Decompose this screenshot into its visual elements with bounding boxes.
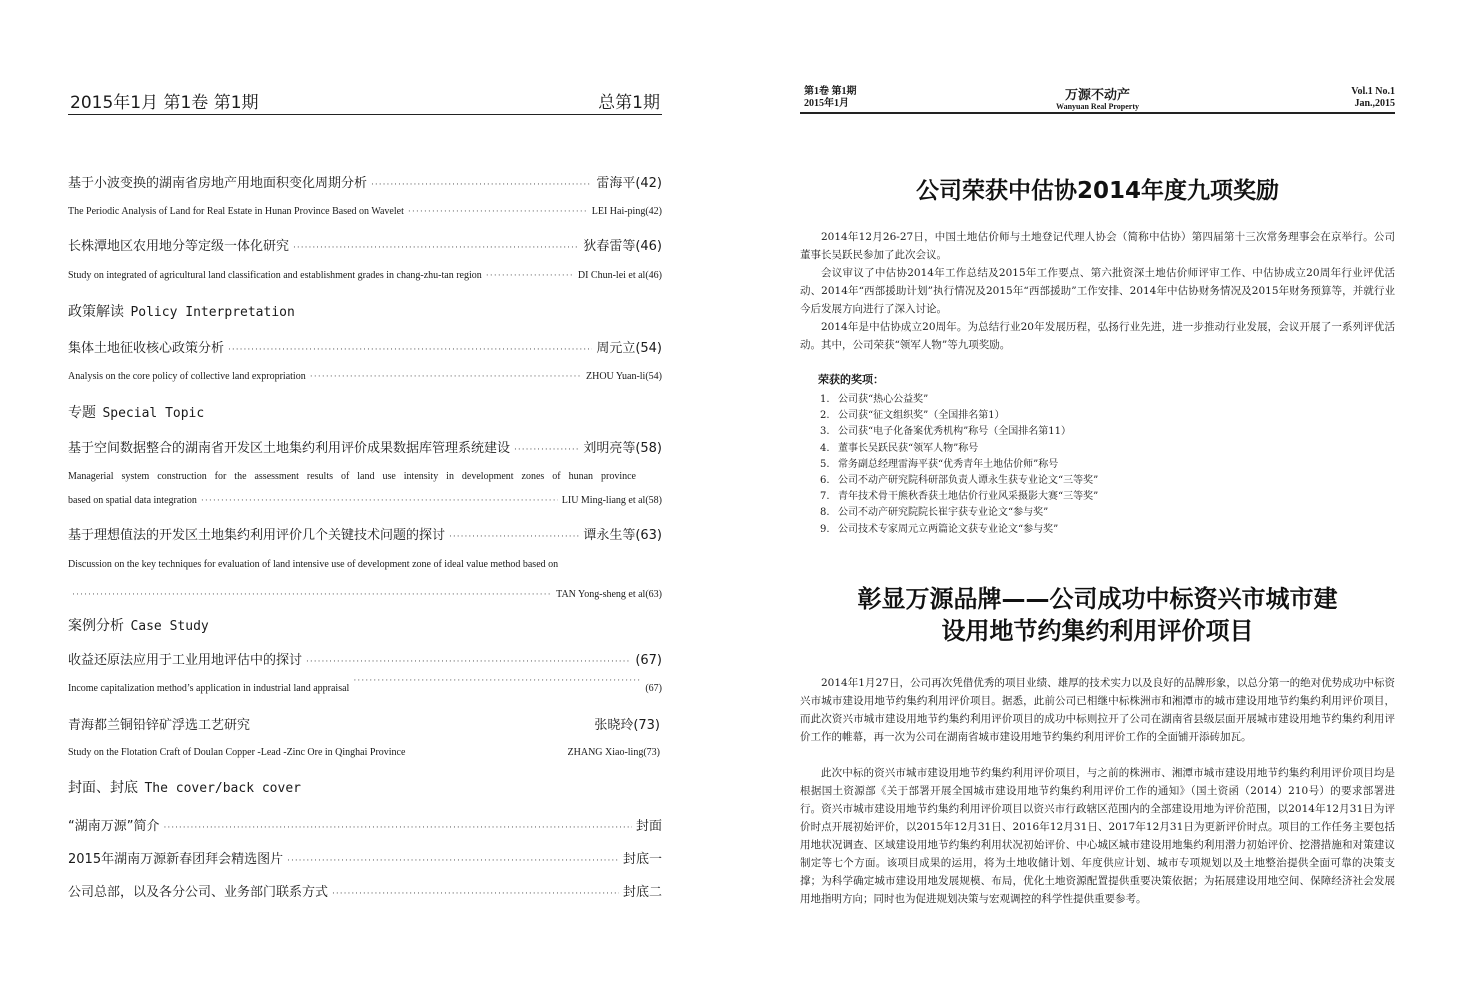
dot-leader [449,532,579,542]
toc-entry[interactable]: 公司总部，以及各分公司、业务部门联系方式 ····· 封底二 [68,881,662,900]
section-heading: 案例分析 Case Study [68,618,209,634]
toc-entry[interactable]: 基于理想值法的开发区土地集约利用评价几个关键技术问题的探讨 ····· 谭永生等(63) [68,524,662,543]
paragraph: 会议审议了中估协2014年工作总结及2015年工作要点、第六批资深土地估价师评审工作、中估协成立20周年行业评优活动、2014年“西部援助计划”执行情况及2015年“西部援助”工作安排、2014年中估协财务情况及2015年财务预算等，并就行业今后发展方向进行了深入讨论。 [800,267,1395,315]
paragraph: 此次中标的资兴市城市建设用地节约集约利用评价项目，与之前的株洲市、湘潭市城市建设用地节约集约利用评价项目均是根据国土资源部《关于部署开展全国城市建设用地节约集约利用评价工作的通知》（国土资函（2014）210号）的要求部署进行。资兴市城市建设用地节约集约利用评价项目以资兴市行政辖区范围内的全部建设用地为评价范围，以2014年12月31日为评价时点开展初始评价，以2015年12月31日、2016年12月31日、2017年12月31日为更新评价时点。项目的工作任务主要包括用地状况调查、区域建设用地节约集约利用状况初始评价、中心城区城市建设用地集约利用潜力初始评价、挖潜措施和对策建议制定等七个方面。该项目成果的运用，将为土地收储计划、年度供应计划、城市专项规划以及土地整治提供全面可靠的决策支撑；为科学确定城市建设用地发展规模、布局，优化土地资源配置提供重要决策依据；为拓展建设用地空间、保障经济社会发展用地指明方向；同时也为促进规划决策与宏观调控的科学性提供重要参考。 [800,767,1395,905]
section-heading: 专题 Special Topic [68,405,205,421]
list-item: 9. 公司技术专家周元立两篇论文获专业论文“参与奖” [820,523,1059,535]
paragraph: 2014年12月26-27日，中国土地估价师与土地登记代理人协会（简称中估协）第四届第十三次常务理事会在京举行。公司董事长吴跃民参加了此次会议。 [800,231,1395,261]
right-page-header [800,86,1395,114]
toc-entry-en-line: Discussion on the key techniques for evaluation of land intensive use of development zone of ideal value method based on [68,559,559,570]
list-item: 8. 公司不动产研究院院长崔宇获专业论文“参与奖” [820,507,1049,519]
running-head-volume: Vol.1 No.1 Jan.,2015 [1351,86,1395,109]
toc-entry[interactable]: 长株潭地区农用地分等定级一体化研究 ····· 狄春雷等(46) [68,235,662,254]
toc-entry[interactable]: 2015年湖南万源新春团拜会精选图片 ····· 封底一 [68,848,662,867]
awards-heading: 荣获的奖项： [818,373,884,386]
list-item: 2. 公司获“征文组织奖”（全国排名第1） [820,410,1005,422]
dot-leader [163,823,632,833]
article-title: 彰显万源品牌——公司成功中标资兴市城市建 设用地节约集约利用评价项目 [857,585,1338,645]
toc-entry-en[interactable]: based on spatial data integration ····· LIU Ming-liang et al(58) [68,495,662,506]
toc-entry[interactable]: 集体土地征收核心政策分析 ····· 周元立(54) [68,337,662,356]
running-head-issue: 第1卷 第1期 2015年1月 [804,86,857,109]
dot-leader [408,206,588,216]
dot-leader [293,243,579,253]
paragraph: 2014年是中估协成立20周年。为总结行业20年发展历程，弘扬行业先进，进一步推动行业发展，会议开展了一系列评优活动。其中，公司荣获“领军人物”等九项奖励。 [800,321,1395,351]
toc-entry[interactable]: 青海都兰铜铅锌矿浮选工艺研究 张晓玲(73) [68,718,660,733]
section-heading: 封面、封底 The cover/back cover [68,780,301,796]
left-page [68,0,662,1000]
left-page-header [68,86,662,115]
toc-entry-en[interactable]: Analysis on the core policy of collective land expropriation ····· ZHOU Yuan-li(54) [68,371,662,382]
list-item: 3. 公司获“电子化备案优秀机构”称号（全国排名第11） [820,426,1071,438]
dot-leader [287,856,619,866]
toc-entry-en[interactable]: Study on the Flotation Craft of Doulan Copper -Lead -Zinc Ore in Qinghai Province ZHANG Xiao-ling(73) [68,747,660,758]
list-item: 1. 公司获“热心公益奖” [820,394,929,405]
toc-entry-en[interactable]: ····· TAN Yong-sheng et al(63) [68,589,662,600]
dot-leader [353,675,641,685]
toc-entry-en[interactable]: Study on integrated of agricultural land classification and establishment grades in chang-zhu-tan region ····· DI Chun-lei et al(46) [68,270,662,281]
toc-entry[interactable]: 基于小波变换的湖南省房地产用地面积变化周期分析 ····· 雷海平(42) [68,172,662,191]
list-item: 4. 董事长吴跃民获“领军人物”称号 [820,442,979,454]
total-issue: 总第1期 [598,93,660,113]
dot-leader [201,495,558,505]
list-item: 7. 青年技术骨干熊秋香获土地估价行业风采摄影大赛“三等奖” [820,491,1099,503]
dot-leader [486,270,574,280]
right-page [800,0,1395,1000]
section-heading: 政策解读 Policy Interpretation [68,304,295,320]
dot-leader [310,371,582,381]
dot-leader [371,180,592,190]
dot-leader [72,589,552,599]
toc-entry-en[interactable]: The Periodic Analysis of Land for Real Estate in Hunan Province Based on Wavelet ····· LEI Hai-ping(42) [68,206,662,217]
toc-entry-en-line: Managerial system construction for the assessment results of land use intensity in development zones of hunan province [68,471,636,482]
dot-leader [306,657,631,667]
list-item: 5. 常务副总经理雷海平获“优秀青年土地估价师”称号 [820,458,1059,470]
toc-entry[interactable]: 基于空间数据整合的湖南省开发区土地集约利用评价成果数据库管理系统建设 ····· 刘明亮等(58) [68,437,662,456]
list-item: 6. 公司不动产研究院科研部负责人谭永生获专业论文“三等奖” [820,474,1099,486]
dot-leader [228,345,592,355]
issue-date: 2015年1月 第1卷 第1期 [70,93,259,113]
toc-entry[interactable]: “湖南万源”简介 ····· 封面 [68,815,662,834]
toc-entry-en[interactable]: Income capitalization method’s application in industrial land appraisal ····· (67) [68,683,662,694]
dot-leader [514,445,579,455]
magazine-name: 万源不动产 Wanyuan Real Property [1056,88,1139,111]
toc-entry[interactable]: 收益还原法应用于工业用地评估中的探讨 ····· (67) [68,649,662,668]
article-title: 公司荣获中估协2014年度九项奖励 [915,178,1279,204]
awards-list [820,392,1098,538]
dot-leader [332,889,619,899]
paragraph: 2014年1月27日，公司再次凭借优秀的项目业绩、雄厚的技术实力以及良好的品牌形象，以总分第一的绝对优势成功中标资兴市城市建设用地节约集约利用评价项目。据悉，此前公司已相继中标株洲市和湘潭市的城市建设用地节约集约利用评价项目，而此次资兴市城市建设用地节约集约利用评价项目的成功中标则拉开了公司在湖南省县级层面开展城市建设用地节约集约利用评价工作的帷幕，再一次为公司在湖南省城市建设用地节约集约利用评价工作的全面铺开添砖加瓦。 [800,677,1395,743]
